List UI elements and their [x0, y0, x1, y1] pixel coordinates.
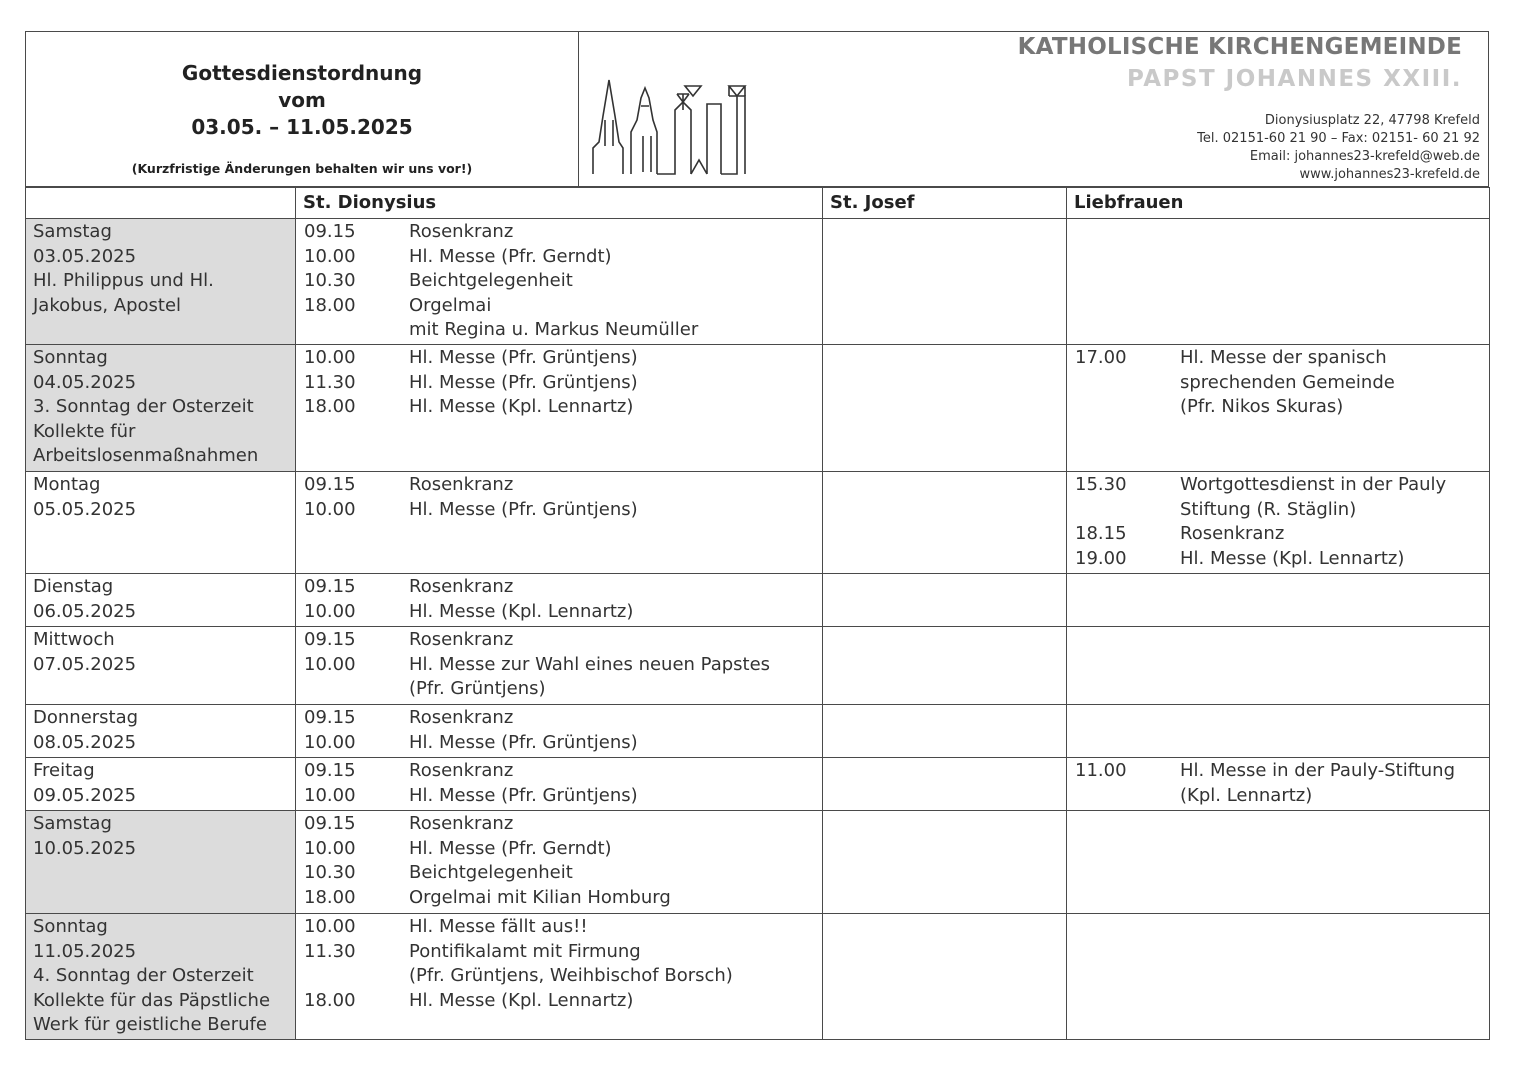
parish-subtitle: PAPST JOHANNES XXIII. [1127, 66, 1462, 92]
event-line [296, 677, 822, 702]
parish-name: KATHOLISCHE KIRCHENGEMEINDE [1017, 34, 1462, 60]
event-description: Hl. Messe (Pfr. Grüntjens) [409, 498, 638, 520]
event-description: Stiftung (R. Stäglin) [1180, 498, 1357, 520]
event-line [296, 498, 822, 523]
schedule-row [26, 472, 1490, 574]
events-cell-liebfrauen [1067, 914, 1490, 1040]
event-description: Beichtgelegenheit [409, 270, 573, 291]
column-header-liebfrauen: Liebfrauen [1067, 188, 1490, 219]
event-line [296, 575, 822, 600]
event-time [1075, 371, 1180, 396]
day-cell [26, 811, 296, 914]
events-cell-josef [823, 914, 1067, 1040]
event-description: Hl. Messe (Pfr. Grüntjens) [409, 371, 638, 393]
event-time: 11.30 [304, 940, 356, 962]
event-description: Hl. Messe in der Pauly-Stiftung [1180, 760, 1456, 781]
event-description: Hl. Messe (Pfr. Gerndt) [409, 245, 612, 267]
events-cell-josef [823, 472, 1067, 574]
day-line: Sonntag [33, 916, 108, 937]
day-line: Werk für geistliche Berufe [33, 1014, 267, 1035]
header-right [579, 32, 1488, 186]
event-time: 18.00 [304, 294, 356, 316]
day-line: 03.05.2025 [33, 245, 137, 267]
event-line [296, 706, 822, 731]
day-line: Hl. Philippus und Hl. [33, 270, 214, 291]
event-time: 10.30 [304, 270, 356, 291]
event-line [296, 318, 822, 343]
document-title [26, 60, 578, 141]
event-time: 10.00 [304, 916, 356, 937]
events-cell-dionysius [296, 219, 823, 345]
event-line [296, 989, 822, 1014]
events-cell-liebfrauen [1067, 758, 1490, 811]
event-description: Rosenkranz [409, 474, 514, 495]
header-left [26, 32, 579, 186]
table-header-row [26, 188, 1490, 219]
events-cell-josef [823, 574, 1067, 627]
events-cell-dionysius [296, 758, 823, 811]
day-line: Donnerstag [33, 707, 139, 728]
event-time: 19.00 [1075, 547, 1127, 569]
event-line [296, 915, 822, 940]
day-line: 08.05.2025 [33, 731, 137, 753]
schedule-table [25, 187, 1490, 1040]
schedule-row [26, 811, 1490, 914]
event-line [296, 940, 822, 965]
day-cell [26, 758, 296, 811]
schedule-row [26, 914, 1490, 1040]
event-line [296, 294, 822, 319]
event-description: Pontifikalamt mit Firmung [409, 940, 641, 962]
event-time: 17.00 [1075, 347, 1127, 368]
day-line: Montag [33, 474, 101, 495]
day-line: Freitag [33, 760, 95, 781]
events-cell-liebfrauen [1067, 574, 1490, 627]
event-time [304, 677, 409, 702]
event-description: Rosenkranz [409, 576, 514, 597]
event-description: Rosenkranz [409, 707, 514, 728]
event-time [1075, 498, 1180, 523]
schedule-row [26, 345, 1490, 472]
schedule-row [26, 705, 1490, 758]
event-line [296, 220, 822, 245]
event-description: mit Regina u. Markus Neumüller [409, 319, 699, 340]
event-line [296, 886, 822, 911]
address: Dionysiusplatz 22, 47798 Krefeld [1264, 113, 1480, 128]
event-time: 11.30 [304, 371, 356, 393]
event-description: (Pfr. Grüntjens, Weihbischof Borsch) [409, 965, 733, 986]
day-line: Jakobus, Apostel [33, 294, 182, 316]
event-line [296, 812, 822, 837]
day-line: 4. Sonntag der Osterzeit [33, 965, 254, 986]
event-time: 10.00 [304, 653, 356, 675]
event-description: Hl. Messe (Pfr. Gerndt) [409, 837, 612, 859]
event-description: Orgelmai mit Kilian Homburg [409, 886, 671, 908]
schedule-row [26, 219, 1490, 345]
event-time: 10.00 [304, 837, 356, 859]
event-time: 10.00 [304, 600, 356, 622]
event-description: Beichtgelegenheit [409, 862, 573, 883]
column-header-day [26, 188, 296, 219]
event-description: Hl. Messe (Kpl. Lennartz) [409, 600, 634, 622]
events-cell-dionysius [296, 574, 823, 627]
event-time: 10.00 [304, 731, 356, 753]
events-cell-liebfrauen [1067, 345, 1490, 472]
event-line [296, 731, 822, 756]
event-description: sprechenden Gemeinde [1180, 371, 1395, 393]
day-line: 10.05.2025 [33, 837, 137, 859]
event-line [1067, 784, 1489, 809]
events-cell-liebfrauen [1067, 472, 1490, 574]
event-time: 10.30 [304, 862, 356, 883]
event-description: Rosenkranz [409, 221, 514, 242]
event-description: Rosenkranz [1180, 523, 1285, 544]
event-time: 09.15 [304, 629, 356, 650]
day-line: 07.05.2025 [33, 653, 137, 675]
event-line [1067, 371, 1489, 396]
events-cell-josef [823, 345, 1067, 472]
day-cell [26, 472, 296, 574]
events-cell-dionysius [296, 705, 823, 758]
day-cell [26, 705, 296, 758]
event-time [1075, 395, 1180, 420]
event-time [1075, 784, 1180, 809]
events-cell-dionysius [296, 345, 823, 472]
day-line: Sonntag [33, 347, 108, 368]
schedule-row [26, 627, 1490, 705]
church-towers-logo-icon [591, 76, 751, 176]
events-cell-liebfrauen [1067, 811, 1490, 914]
events-cell-josef [823, 627, 1067, 705]
day-line: 04.05.2025 [33, 371, 137, 393]
event-line [296, 245, 822, 270]
event-description: Hl. Messe (Kpl. Lennartz) [1180, 547, 1405, 569]
change-note: (Kurzfristige Änderungen behalten wir uns vor!) [131, 161, 473, 176]
event-time: 15.30 [1075, 474, 1127, 495]
event-line [296, 395, 822, 420]
event-line [296, 600, 822, 625]
event-time: 11.00 [1075, 760, 1127, 781]
day-line: Kollekte für [33, 420, 136, 442]
event-line [1067, 473, 1489, 498]
events-cell-liebfrauen [1067, 705, 1490, 758]
day-cell [26, 627, 296, 705]
event-line [1067, 759, 1489, 784]
day-line: Dienstag [33, 576, 114, 597]
event-line [296, 837, 822, 862]
events-cell-josef [823, 811, 1067, 914]
event-description: Rosenkranz [409, 629, 514, 650]
event-time: 18.15 [1075, 523, 1127, 544]
day-line: 11.05.2025 [33, 940, 137, 962]
event-description: Rosenkranz [409, 813, 514, 834]
event-line [296, 473, 822, 498]
events-cell-josef [823, 219, 1067, 345]
event-time: 18.00 [304, 989, 356, 1011]
events-cell-liebfrauen [1067, 627, 1490, 705]
event-time: 18.00 [304, 396, 356, 417]
day-line: Samstag [33, 813, 112, 834]
event-time: 18.00 [304, 886, 356, 908]
event-time: 09.15 [304, 813, 356, 834]
day-line: 06.05.2025 [33, 600, 137, 622]
events-cell-dionysius [296, 811, 823, 914]
event-time [304, 318, 409, 343]
event-line [1067, 346, 1489, 371]
event-line [1067, 498, 1489, 523]
day-line: Kollekte für das Päpstliche [33, 989, 271, 1011]
event-description: Wortgottesdienst in der Pauly [1180, 474, 1447, 495]
contact-block [1197, 112, 1480, 184]
email[interactable]: Email: johannes23-krefeld@web.de [1249, 149, 1480, 164]
event-time: 09.15 [304, 760, 356, 781]
events-cell-josef [823, 705, 1067, 758]
phone-fax: Tel. 02151-60 21 90 – Fax: 02151- 60 21 92 [1197, 131, 1480, 146]
event-line [296, 964, 822, 989]
title-line: Gottesdienstordnung [181, 61, 423, 85]
day-cell [26, 914, 296, 1040]
event-description: Hl. Messe zur Wahl eines neuen Papstes [409, 653, 771, 675]
event-description: Hl. Messe (Kpl. Lennartz) [409, 396, 634, 417]
events-cell-dionysius [296, 627, 823, 705]
title-line: 03.05. – 11.05.2025 [191, 115, 413, 139]
event-line [296, 371, 822, 396]
day-line: Samstag [33, 221, 112, 242]
event-time: 09.15 [304, 474, 356, 495]
event-line [1067, 395, 1489, 420]
title-line: vom [278, 88, 326, 112]
event-time: 10.00 [304, 347, 356, 368]
events-cell-dionysius [296, 472, 823, 574]
day-line: 05.05.2025 [33, 498, 137, 520]
event-line [296, 346, 822, 371]
day-cell [26, 345, 296, 472]
events-cell-dionysius [296, 914, 823, 1040]
event-description: (Pfr. Nikos Skuras) [1180, 396, 1344, 417]
event-description: Hl. Messe fällt aus!! [409, 916, 588, 937]
schedule-sheet [25, 31, 1489, 1040]
day-line: Arbeitslosenmaßnahmen [33, 445, 259, 466]
column-header-josef: St. Josef [823, 188, 1067, 219]
event-line [296, 269, 822, 294]
event-time: 10.00 [304, 498, 356, 520]
event-description: Rosenkranz [409, 760, 514, 781]
header [25, 31, 1489, 187]
event-time: 09.15 [304, 576, 356, 597]
day-line: 3. Sonntag der Osterzeit [33, 396, 254, 417]
event-line [296, 653, 822, 678]
event-line [296, 861, 822, 886]
event-description: Hl. Messe der spanisch [1180, 347, 1387, 368]
event-line [1067, 547, 1489, 572]
event-description: Hl. Messe (Pfr. Grüntjens) [409, 731, 638, 753]
event-time: 09.15 [304, 221, 356, 242]
event-description: Hl. Messe (Pfr. Grüntjens) [409, 784, 638, 806]
day-line: Mittwoch [33, 629, 115, 650]
day-cell [26, 219, 296, 345]
event-description: (Pfr. Grüntjens) [409, 678, 546, 699]
day-line: 09.05.2025 [33, 784, 137, 806]
event-line [296, 759, 822, 784]
event-line [1067, 522, 1489, 547]
event-line [296, 784, 822, 809]
website[interactable]: www.johannes23-krefeld.de [1299, 167, 1480, 182]
event-description: Hl. Messe (Kpl. Lennartz) [409, 989, 634, 1011]
event-time: 10.00 [304, 245, 356, 267]
events-cell-josef [823, 758, 1067, 811]
event-time [304, 964, 409, 989]
event-description: Hl. Messe (Pfr. Grüntjens) [409, 347, 638, 368]
schedule-row [26, 758, 1490, 811]
column-header-dionysius: St. Dionysius [296, 188, 823, 219]
day-cell [26, 574, 296, 627]
event-line [296, 628, 822, 653]
events-cell-liebfrauen [1067, 219, 1490, 345]
event-time: 09.15 [304, 707, 356, 728]
event-description: Orgelmai [409, 294, 492, 316]
schedule-row [26, 574, 1490, 627]
event-time: 10.00 [304, 784, 356, 806]
event-description: (Kpl. Lennartz) [1180, 784, 1313, 806]
